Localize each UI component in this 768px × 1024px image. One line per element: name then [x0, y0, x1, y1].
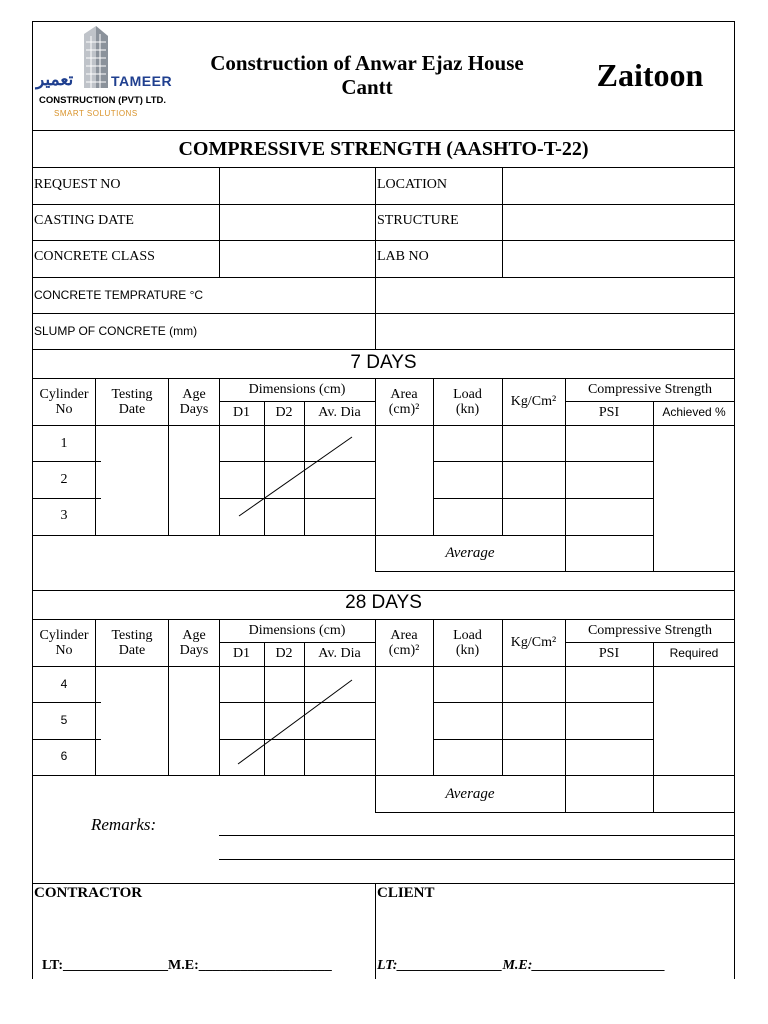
logo-arabic: تعمير: [36, 70, 74, 89]
client-name: Zaitoon: [596, 57, 704, 93]
achieved-header: Achieved %: [662, 405, 726, 419]
dimensions-header: Dimensions (cm): [248, 382, 346, 397]
cylinder-no-header: Cylinder No: [39, 387, 89, 417]
location-label: LOCATION: [377, 177, 447, 192]
structure-label: STRUCTURE: [377, 213, 459, 228]
project-title-line1: Construction of Anwar Ejaz House: [210, 51, 524, 75]
remarks-line: [219, 859, 735, 860]
cylinder-row-5: 5: [60, 713, 68, 727]
kg-cm2-header: Kg/Cm²: [510, 394, 557, 409]
contractor-signature-line: LT:_______________M.E:___________________: [42, 958, 332, 973]
testing-date-header: Testing Date: [111, 628, 153, 658]
remarks-label: Remarks:: [91, 815, 157, 834]
casting-date-label: CASTING DATE: [34, 213, 134, 228]
d2-header: D2: [275, 646, 293, 661]
load-header: Load (kn): [453, 628, 482, 658]
remarks-line: [219, 835, 735, 836]
concrete-temperature-label: CONCRETE TEMPRATURE °C: [34, 288, 204, 302]
psi-header: PSI: [598, 405, 620, 420]
psi-header: PSI: [598, 646, 620, 661]
area-header: Area (cm)²: [388, 628, 420, 658]
test-title: COMPRESSIVE STRENGTH (AASHTO-T-22): [178, 138, 589, 160]
age-days-header: Age Days: [179, 387, 209, 417]
d2-header: D2: [275, 405, 293, 420]
cylinder-row-4: 4: [60, 677, 68, 691]
required-header: Required: [669, 646, 719, 660]
d1-header: D1: [232, 646, 251, 661]
area-header: Area (cm)²: [388, 387, 420, 417]
av-dia-header: Av. Dia: [318, 405, 361, 420]
av-dia-header: Av. Dia: [318, 646, 361, 661]
cylinder-row-1: 1: [60, 436, 68, 451]
request-no-label: REQUEST NO: [34, 177, 121, 192]
cylinder-row-3: 3: [60, 508, 68, 523]
section-28-title: 28 DAYS: [345, 592, 422, 613]
project-title-line2: Cantt: [341, 75, 393, 99]
logo-company: CONSTRUCTION (PVT) LTD.: [39, 95, 167, 106]
cylinder-row-2: 2: [60, 472, 68, 487]
average-7-label: Average: [445, 545, 495, 561]
section-7-title: 7 DAYS: [350, 352, 417, 373]
cylinder-row-6: 6: [60, 749, 68, 763]
client-signature-line: LT:_______________M.E:___________________: [377, 958, 666, 973]
logo-tagline: SMART SOLUTIONS: [54, 109, 138, 118]
cylinder-no-header: Cylinder No: [39, 628, 89, 658]
compressive-strength-header: Compressive Strength: [587, 382, 713, 397]
testing-date-header: Testing Date: [111, 387, 153, 417]
kg-cm2-header: Kg/Cm²: [510, 635, 557, 650]
load-header: Load (kn): [453, 387, 482, 417]
age-days-header: Age Days: [179, 628, 209, 658]
d1-header: D1: [232, 405, 251, 420]
logo-name: TAMEER: [111, 73, 173, 89]
contractor-label: CONTRACTOR: [34, 885, 143, 901]
lab-no-label: LAB NO: [377, 249, 429, 264]
dimensions-header: Dimensions (cm): [248, 623, 346, 638]
average-28-label: Average: [445, 786, 495, 802]
client-label: CLIENT: [377, 885, 435, 901]
compressive-strength-header: Compressive Strength: [587, 623, 713, 638]
slump-label: SLUMP OF CONCRETE (mm): [34, 324, 198, 338]
concrete-class-label: CONCRETE CLASS: [34, 249, 155, 264]
